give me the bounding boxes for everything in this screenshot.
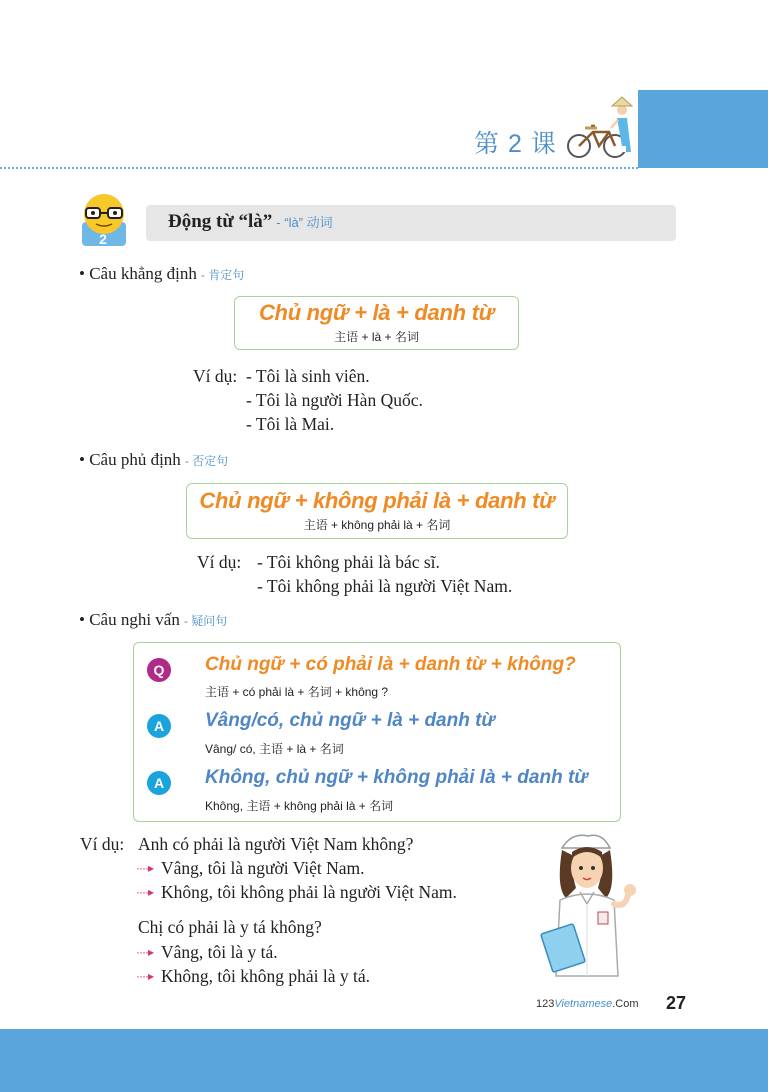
negative-example-1: - Tôi không phải là bác sĩ.	[257, 552, 440, 572]
affirmative-formula: Chủ ngữ + là + danh từ	[258, 300, 495, 325]
arrow-icon: ····▸	[136, 885, 154, 899]
negative-formula: Chủ ngữ + không phải là + danh từ	[199, 488, 555, 513]
answer-no-badge: A	[147, 771, 171, 795]
affirmative-example-2: - Tôi là người Hàn Quốc.	[246, 390, 423, 410]
negative-formula-cn: 主语 + không phải là + 名词	[303, 518, 451, 532]
arrow-icon: ····▸	[136, 945, 154, 959]
header-blue-block	[638, 90, 768, 168]
header-divider	[0, 167, 638, 169]
footer-blue-band	[0, 1029, 768, 1092]
negative-heading: • Câu phủ định - 否定句	[79, 450, 229, 469]
answer-yes-badge: A	[147, 714, 171, 738]
example-answer-2-no: ····▸ Không, tôi không phải là y tá.	[136, 966, 371, 986]
arrow-icon: ····▸	[136, 861, 154, 875]
affirmative-example-lead: Ví dụ:	[193, 366, 238, 386]
affirmative-example-3: - Tôi là Mai.	[246, 414, 335, 434]
footer-brand: 123Vietnamese.Com	[536, 998, 639, 1010]
page-number: 27	[666, 993, 687, 1013]
affirmative-heading: • Câu khẳng định - 肯定句	[79, 264, 245, 283]
negative-example-lead: Ví dụ:	[197, 552, 242, 572]
example-question-2: Chị có phải là y tá không?	[138, 917, 322, 937]
example-answer-1-no: ····▸ Không, tôi không phải là người Việt Nam.	[136, 882, 457, 902]
answer-no-formula: Không, chủ ngữ + không phải là + danh từ	[205, 767, 588, 788]
question-heading: • Câu nghi vấn - 疑问句	[79, 610, 228, 629]
answer-no-formula-cn: Không, 主语 + không phải là + 名词	[205, 799, 394, 813]
affirmative-formula-box	[234, 296, 519, 350]
affirmative-example-1: - Tôi là sinh viên.	[246, 366, 370, 386]
negative-example-2: - Tôi không phải là người Việt Nam.	[257, 576, 513, 596]
affirmative-formula-cn: 主语 + là + 名词	[334, 330, 419, 344]
lesson-label: 第 2 课	[474, 130, 557, 158]
example-question-1: Anh có phải là người Việt Nam không?	[138, 834, 414, 854]
section-title: Động từ “là” - “là” 动词	[168, 211, 333, 232]
section-number: 2	[99, 231, 107, 247]
question-formula: Chủ ngữ + có phải là + danh từ + không?	[205, 654, 576, 675]
example-answer-2-yes: ····▸ Vâng, tôi là y tá.	[136, 942, 278, 962]
arrow-icon: ····▸	[136, 969, 154, 983]
answer-yes-formula-cn: Vâng/ có, 主语 + là + 名词	[205, 742, 344, 756]
cyclist-girl-illustration	[565, 92, 637, 164]
examples-lead: Ví dụ:	[80, 834, 125, 854]
section-subtitle: - “là” 动词	[276, 215, 333, 230]
nurse-illustration	[540, 828, 640, 978]
answer-yes-formula: Vâng/có, chủ ngữ + là + danh từ	[205, 710, 496, 731]
negative-formula-box	[186, 483, 568, 539]
question-formula-cn: 主语 + có phải là + 名词 + không ?	[205, 685, 389, 699]
example-answer-1-yes: ····▸ Vâng, tôi là người Việt Nam.	[136, 858, 365, 878]
question-badge: Q	[147, 658, 171, 682]
